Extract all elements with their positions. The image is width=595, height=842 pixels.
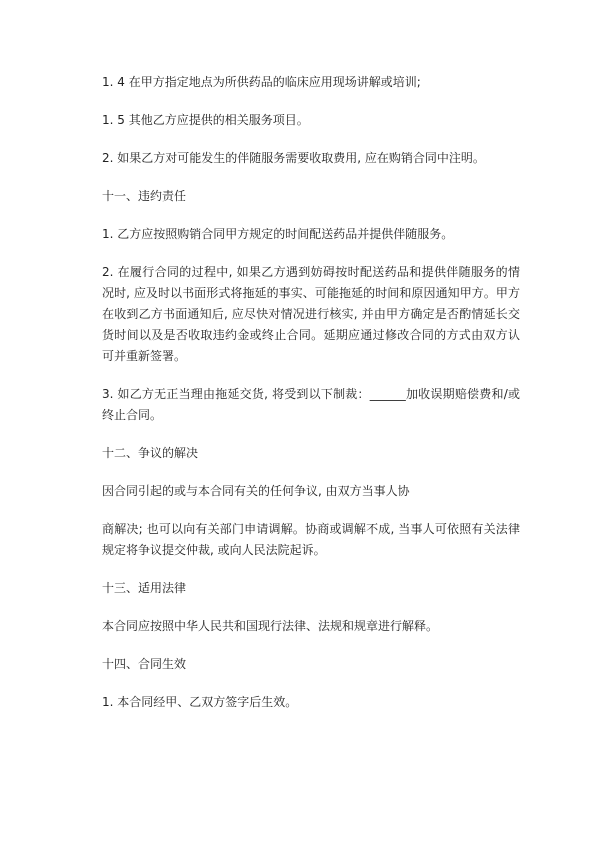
paragraph-13-1: 本合同应按照中华人民共和国现行法律、法规和规章进行解释。 bbox=[102, 619, 439, 633]
paragraph-11-2: 2. 在履行合同的过程中, 如果乙方遇到妨碍按时配送药品和提供伴随服务的情况时, 应及时以书面形式将拖延的事实、可能拖延的时间和原因通知甲方。甲方在收到乙方书面通知后, 应尽快对情况进行核实, 并由甲方确定是否酌情延长交货时间以及是否收取违约金或终止合同。延期应通过修改合同的方式由双方认可并重新签署。 bbox=[102, 265, 520, 363]
paragraph-2-fees: 2. 如果乙方对可能发生的伴随服务需要收取费用, 应在购销合同中注明。 bbox=[102, 151, 485, 165]
section-heading-12: 十二、争议的解决 bbox=[102, 446, 199, 460]
document-body bbox=[102, 72, 520, 713]
paragraph-14-1: 1. 本合同经甲、乙双方签字后生效。 bbox=[102, 695, 298, 709]
paragraph-1-4: 1. 4 在甲方指定地点为所供药品的临床应用现场讲解或培训; bbox=[102, 75, 421, 89]
section-heading-13: 十三、适用法律 bbox=[102, 581, 187, 595]
paragraph-12-2: 商解决; 也可以向有关部门申请调解。协商或调解不成, 当事人可依照有关法律规定将争议提交仲裁, 或向人民法院起诉。 bbox=[102, 522, 520, 557]
section-heading-11: 十一、违约责任 bbox=[102, 189, 187, 203]
paragraph-1-5: 1. 5 其他乙方应提供的相关服务项目。 bbox=[102, 113, 309, 127]
section-heading-14: 十四、合同生效 bbox=[102, 657, 187, 671]
paragraph-12-1: 因合同引起的或与本合同有关的任何争议, 由双方当事人协 bbox=[102, 484, 410, 498]
paragraph-11-3: 3. 如乙方无正当理由拖延交货, 将受到以下制裁：______加收误期赔偿费和/或终止合同。 bbox=[102, 387, 520, 422]
paragraph-11-1: 1. 乙方应按照购销合同甲方规定的时间配送药品并提供伴随服务。 bbox=[102, 227, 454, 241]
